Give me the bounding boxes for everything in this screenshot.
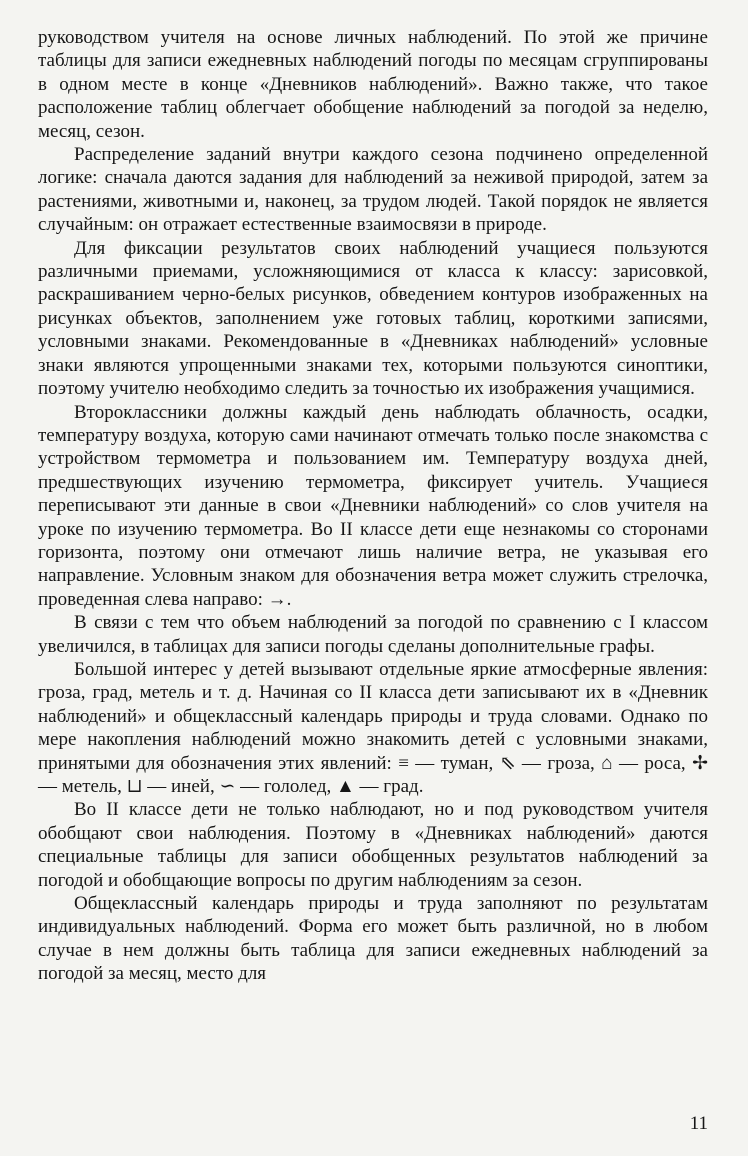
paragraph-8: Общеклассный календарь природы и труда заполняют по результатам индивидуальных наблюдений. Форма его может быть различной, но в любом случае в нем должны быть таблица для записи ежедневных наблюдений за погодой за месяц, место для [38, 893, 708, 985]
paragraph-5: В связи с тем что объем наблюдений за погодой по сравнению с I классом увеличился, в таблицах для записи погоды сделаны дополнительные графы. [38, 612, 708, 657]
paragraph-1: руководством учителя на основе личных наблюдений. По этой же причине таблицы для записи ежедневных наблюдений погоды по месяцам сгруппированы в одном месте в конце «Дневников наблюдений». Важно также, что такое расположение таблиц облегчает обобщение наблюдений за погодой за неделю, месяц, сезон. [38, 27, 708, 142]
page-text [38, 26, 708, 986]
paragraph-6: Большой интерес у детей вызывают отдельные яркие атмосферные явления: гроза, град, метель и т. д. Начиная со II класса дети записывают их в «Дневник наблюдений» и общеклассный календарь природы и труда словами. Однако по мере накопления наблюдений можно знакомить детей с условными знаками, принятыми для обозначения этих явлений: ≡ — туман, ⇖ — гроза, ⌂ — роса, ✢ — метель, ⊔ — иней, ∽ — гололед, ▲ — град. [38, 658, 708, 797]
paragraph-2: Распределение заданий внутри каждого сезона подчинено определенной логике: сначала даются задания для наблюдений за неживой природой, затем за растениями, животными и, наконец, за трудом людей. Такой порядок не является случайным: он отражает естественные взаимосвязи в природе. [38, 144, 708, 236]
paragraph-4: Второклассники должны каждый день наблюдать облачность, осадки, температуру воздуха, которую сами начинают отмечать только после знакомства с устройством термометра и пользованием им. Температуру воздуха дней, предшествующих изучению термометра, фиксирует учитель. Учащиеся переписывают эти данные в свои «Дневники наблюдений» со слов учителя на уроке по изучению термометра. Во II классе дети еще незнакомы со сторонами горизонта, поэтому они отмечают лишь наличие ветра, не указывая его направление. Условным знаком для обозначения ветра может служить стрелочка, проведенная слева направо: →. [38, 401, 708, 610]
paragraph-7: Во II классе дети не только наблюдают, но и под руководством учителя обобщают свои наблюдения. Поэтому в «Дневниках наблюдений» даются специальные таблицы для записи обобщенных результатов наблюдений за погодой и обобщающие вопросы по другим наблюдениям за сезон. [38, 799, 708, 891]
paragraph-3: Для фиксации результатов своих наблюдений учащиеся пользуются различными приемами, усложняющимися от класса к классу: зарисовкой, раскрашиванием черно-белых рисунков, обведением контуров изображенных на рисунках объектов, заполнением уже готовых таблиц, короткими записями, условными знаками. Рекомендованные в «Дневниках наблюдений» условные знаки являются упрощенными знаками тех, которыми пользуются синоптики, поэтому учителю необходимо следить за точностью их изображения учащимися. [38, 237, 708, 400]
page-number: 11 [689, 1113, 708, 1134]
